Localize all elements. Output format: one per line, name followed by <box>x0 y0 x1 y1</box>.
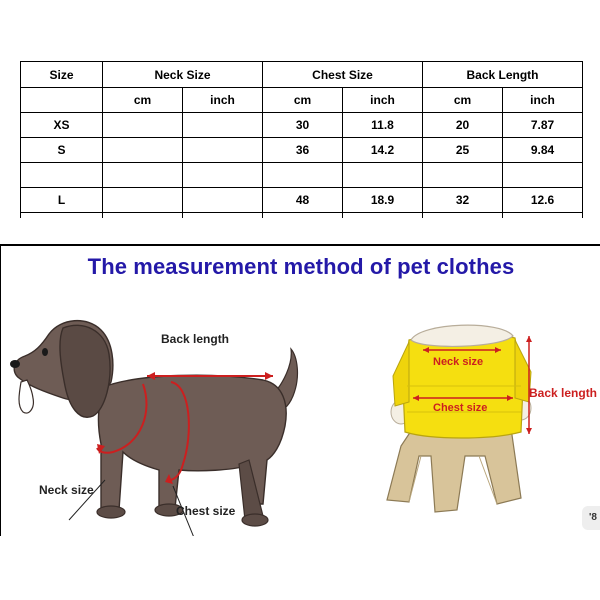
neck-inch-cell <box>183 138 263 163</box>
coat-chest-size-label: Chest size <box>433 402 488 414</box>
back-inch-cell: 7.87 <box>503 113 583 138</box>
table-unit-row <box>21 88 583 113</box>
unit-inch: inch <box>503 88 583 113</box>
method-title: The measurement method of pet clothes <box>87 254 515 279</box>
back-inch-cell: 9.84 <box>503 138 583 163</box>
header-chest-size: Chest Size <box>263 62 423 88</box>
dog-back-length-label: Back length <box>161 332 230 346</box>
table-row <box>21 188 583 213</box>
back-inch-cell: 12.6 <box>503 188 583 213</box>
dog-chest-size-label: Chest size <box>176 504 236 518</box>
table-row <box>21 138 583 163</box>
neck-inch-cell <box>183 113 263 138</box>
dog-illustration <box>1 294 321 536</box>
unit-inch: inch <box>183 88 263 113</box>
measurement-method-panel <box>0 244 600 536</box>
size-cell: S <box>21 138 103 163</box>
unit-cm: cm <box>423 88 503 113</box>
neck-inch-cell <box>183 188 263 213</box>
dog-neck-size-label: Neck size <box>39 483 94 497</box>
corner-badge-icon: '8 <box>582 506 600 530</box>
table-row-faded <box>21 163 583 188</box>
size-cell: L <box>21 188 103 213</box>
chest-inch-cell: 18.9 <box>343 188 423 213</box>
coat-illustration <box>361 306 561 526</box>
back-cm-cell: 20 <box>423 113 503 138</box>
coat-neck-size-label: Neck size <box>433 356 484 368</box>
neck-cm-cell <box>103 138 183 163</box>
unit-inch: inch <box>343 88 423 113</box>
chest-cm-cell: 36 <box>263 138 343 163</box>
size-cell: XS <box>21 113 103 138</box>
header-size: Size <box>21 62 103 88</box>
chest-inch-cell: 11.8 <box>343 113 423 138</box>
table-row-cut <box>21 213 583 219</box>
coat-back-length-label: Back length <box>529 386 598 400</box>
unit-cm: cm <box>103 88 183 113</box>
header-neck-size: Neck Size <box>103 62 263 88</box>
unit-cm: cm <box>263 88 343 113</box>
unit-cell-blank <box>21 88 103 113</box>
table-header-row <box>21 62 583 88</box>
header-back-length: Back Length <box>423 62 583 88</box>
chest-cm-cell: 30 <box>263 113 343 138</box>
size-chart-table <box>20 61 583 218</box>
table-row <box>21 113 583 138</box>
neck-cm-cell <box>103 113 183 138</box>
chest-inch-cell: 14.2 <box>343 138 423 163</box>
back-cm-cell: 25 <box>423 138 503 163</box>
back-cm-cell: 32 <box>423 188 503 213</box>
neck-cm-cell <box>103 188 183 213</box>
chest-cm-cell: 48 <box>263 188 343 213</box>
